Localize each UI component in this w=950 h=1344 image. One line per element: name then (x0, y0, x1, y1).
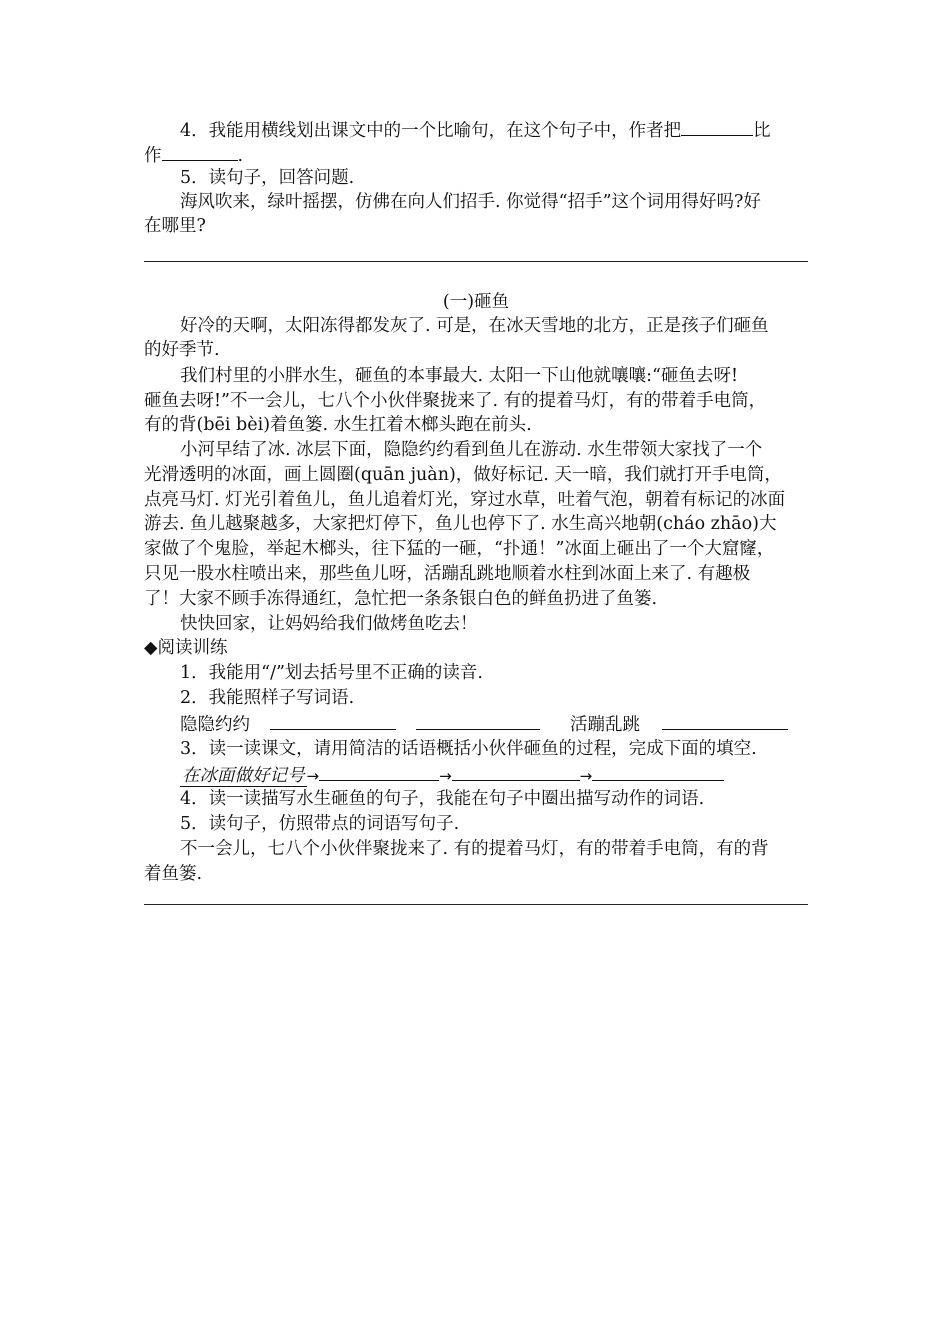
answer-blank[interactable] (416, 711, 540, 730)
answer-blank[interactable] (592, 762, 724, 781)
passage-line: 好冷的天啊，太阳冻得都发灰了. 可是，在冰天雪地的北方，正是孩子们砸鱼 (180, 316, 769, 336)
question-4-text-d: . (237, 146, 244, 166)
answer-line[interactable] (144, 904, 808, 905)
question-4-line-1 (144, 117, 844, 143)
answer-blank[interactable] (681, 117, 753, 136)
process-fill-row (144, 762, 844, 788)
passage-line: 砸鱼去呀!”不一会儿，七八个小伙伴聚拢来了. 有的提着马灯，有的带着手电筒， (144, 391, 767, 411)
question-5-sentence: 着鱼篓. (144, 864, 203, 884)
passage-line: 光滑透明的冰面，画上圆圈(quān juàn)，做好标记. 天一暗，我们就打开手电筒， (144, 465, 782, 485)
passage-line: 点亮马灯. 灯光引着鱼儿，鱼儿追着灯光，穿过水草，吐着气泡，朝着有标记的冰面 (144, 490, 786, 510)
passage-line: 小河早结了冰. 冰层下面，隐隐约约看到鱼儿在游动. 水生带领大家找了一个 (180, 440, 763, 460)
passage-line: 快快回家，让妈妈给我们做烤鱼吃去！ (180, 614, 478, 634)
training-question-1: 1．我能用“/”划去括号里不正确的读音. (180, 663, 483, 683)
training-heading: ◆阅读训练 (144, 638, 228, 658)
question-5-title: 5．读句子，回答问题. (180, 168, 355, 188)
arrow-icon: → (439, 767, 452, 785)
passage-line: 只见一股水柱喷出来，那些鱼儿呀，活蹦乱跳地顺着水柱到冰面上来了. 有趣极 (144, 564, 751, 584)
example-word: 活蹦乱跳 (570, 715, 640, 735)
training-question-2: 2．我能照样子写词语. (180, 688, 355, 708)
question-4-line-2 (144, 142, 808, 168)
answer-blank[interactable] (162, 142, 238, 161)
passage-line: 家做了个鬼脸，举起木榔头，往下猛的一砸，“扑通！”冰面上砸出了一个大窟窿， (144, 539, 775, 559)
training-question-5: 5．读句子，仿照带点的词语写句子. (180, 814, 460, 834)
passage-line: 的好季节. (144, 340, 220, 360)
question-4-text-b: 比 (753, 121, 771, 141)
passage-line: 了！大家不顾手冻得通红，急忙把一条条银白色的鲜鱼扔进了鱼篓. (144, 589, 658, 609)
answer-blank[interactable] (452, 762, 580, 781)
arrow-icon: → (306, 767, 320, 785)
answer-blank[interactable] (319, 762, 439, 781)
question-5-body: 在哪里? (144, 216, 206, 236)
passage-line: 有的背(bēi bèi)着鱼篓. 水生扛着木榔头跑在前头. (144, 415, 532, 435)
question-5-body: 海风吹来，绿叶摇摆，仿佛在向人们招手. 你觉得“招手”这个词用得好吗?好 (180, 192, 761, 212)
training-question-4: 4．读一读描写水生砸鱼的句子，我能在句子中圈出描写动作的词语. (180, 789, 705, 809)
question-5-sentence: 不一会儿，七八个小伙伴聚拢来了. 有的提着马灯，有的带着手电筒，有的背 (180, 839, 769, 859)
arrow-icon: → (579, 767, 593, 785)
passage-line: 游去. 鱼儿越聚越多，大家把灯停下，鱼儿也停下了. 水生高兴地朝(cháo zhāo)大 (144, 514, 777, 534)
answer-blank[interactable] (270, 711, 396, 730)
word-example-row (144, 711, 844, 737)
passage-title: (一)砸鱼 (442, 292, 510, 312)
training-question-3: 3．读一读课文，请用简洁的话语概括小伙伴砸鱼的过程，完成下面的填空. (180, 739, 757, 759)
question-4-text: 4．我能用横线划出课文中的一个比喻句，在这个句子中，作者把 (180, 121, 682, 141)
handwritten-answer: 在冰面做好记号 (182, 766, 305, 786)
passage-line: 我们村里的小胖水生，砸鱼的本事最大. 太阳一下山他就嚷嚷:“砸鱼去呀! (180, 366, 738, 386)
question-4-text-c: 作 (144, 146, 162, 166)
answer-line[interactable] (144, 261, 808, 262)
example-word: 隐隐约约 (180, 715, 250, 735)
answer-blank[interactable] (662, 711, 788, 730)
